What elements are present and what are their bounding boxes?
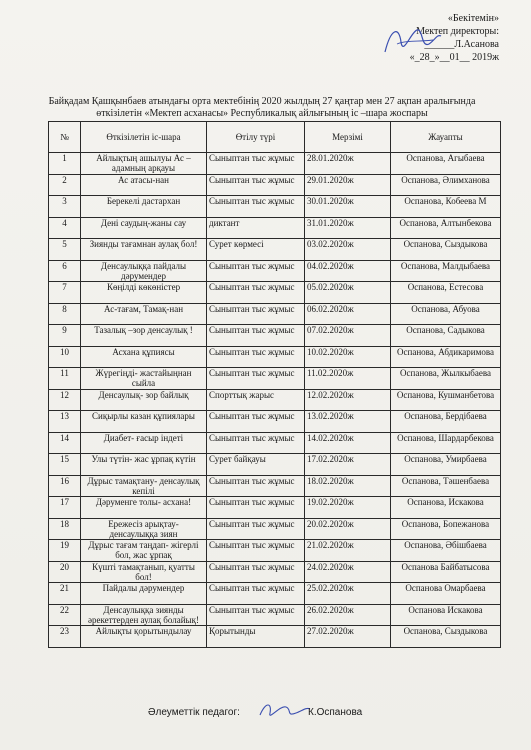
row-form: Сыныптан тыс жұмыс <box>207 368 305 390</box>
row-form: Спорттық жарыс <box>207 389 305 411</box>
row-responsible: Оспанова, Әлимханова <box>391 174 501 196</box>
row-number: 22 <box>49 604 81 626</box>
row-form: Сыныптан тыс жұмыс <box>207 303 305 325</box>
row-date: 10.02.2020ж <box>305 346 391 368</box>
document-title <box>22 96 502 120</box>
row-number: 7 <box>49 282 81 304</box>
pedagogue-signature <box>256 699 312 721</box>
approval-block <box>349 12 499 64</box>
director-signature <box>377 22 447 62</box>
row-responsible: Оспанова, Тәшенбаева <box>391 475 501 497</box>
row-responsible: Оспанова, Кушманбетова <box>391 389 501 411</box>
header-date: Мерзімі <box>305 122 391 153</box>
row-form: диктант <box>207 217 305 239</box>
row-date: 29.01.2020ж <box>305 174 391 196</box>
row-event: Дұрыс тамақтану- денсаулық кепілі <box>81 475 207 497</box>
row-date: 06.02.2020ж <box>305 303 391 325</box>
title-line-1: Байқадам Қашқынбаев атындағы орта мектебінің 2020 жылдың 27 қаңтар мен 27 ақпан аралығында <box>48 96 476 107</box>
row-event: Айлықты қорытындылау <box>81 626 207 648</box>
row-form: Сыныптан тыс жұмыс <box>207 475 305 497</box>
row-date: 19.02.2020ж <box>305 497 391 519</box>
table-row <box>49 346 501 368</box>
row-date: 12.02.2020ж <box>305 389 391 411</box>
row-event: Денсаулық- зор байлық <box>81 389 207 411</box>
row-responsible: Оспанова, Садыкова <box>391 325 501 347</box>
header-number: № <box>49 122 81 153</box>
row-responsible: Оспанова, Абуова <box>391 303 501 325</box>
table-row <box>49 475 501 497</box>
row-number: 8 <box>49 303 81 325</box>
row-date: 24.02.2020ж <box>305 561 391 583</box>
row-event: Дәруменге толы- асхана! <box>81 497 207 519</box>
approval-date: «_28_»__01__ 2019ж <box>409 52 499 63</box>
row-date: 14.02.2020ж <box>305 432 391 454</box>
table-row <box>49 325 501 347</box>
row-event: Айлықтың ашылуы Ас –адамның арқауы <box>81 153 207 175</box>
table-row <box>49 497 501 519</box>
row-responsible: Оспанова, Жылкыбаева <box>391 368 501 390</box>
row-number: 12 <box>49 389 81 411</box>
footer <box>148 707 363 718</box>
row-date: 11.02.2020ж <box>305 368 391 390</box>
row-date: 21.02.2020ж <box>305 540 391 562</box>
row-number: 18 <box>49 518 81 540</box>
row-number: 23 <box>49 626 81 648</box>
row-number: 14 <box>49 432 81 454</box>
row-responsible: Оспанова, Агыбаева <box>391 153 501 175</box>
row-number: 4 <box>49 217 81 239</box>
row-event: Жүрегіңді- жастайыңнан сыйла <box>81 368 207 390</box>
table-row <box>49 604 501 626</box>
row-number: 15 <box>49 454 81 476</box>
row-responsible: Оспанова, Бопежанова <box>391 518 501 540</box>
row-date: 03.02.2020ж <box>305 239 391 261</box>
row-form: Сыныптан тыс жұмыс <box>207 411 305 433</box>
table-row <box>49 411 501 433</box>
header-responsible: Жауапты <box>391 122 501 153</box>
row-responsible: Оспанова Омарбаева <box>391 583 501 605</box>
row-date: 28.01.2020ж <box>305 153 391 175</box>
row-form: Сыныптан тыс жұмыс <box>207 153 305 175</box>
row-number: 2 <box>49 174 81 196</box>
table-row <box>49 561 501 583</box>
row-responsible: Оспанова, Искакова <box>391 497 501 519</box>
row-event: Күшті тамақтанып, қуатты бол! <box>81 561 207 583</box>
row-responsible: Оспанова, Әбішбаева <box>391 540 501 562</box>
table-row <box>49 626 501 648</box>
header-event: Өткізілетін іс-шара <box>81 122 207 153</box>
row-form: Сыныптан тыс жұмыс <box>207 325 305 347</box>
row-form: Сыныптан тыс жұмыс <box>207 583 305 605</box>
row-date: 04.02.2020ж <box>305 260 391 282</box>
row-number: 16 <box>49 475 81 497</box>
row-form: Сурет байқауы <box>207 454 305 476</box>
table-row <box>49 432 501 454</box>
row-event: Диабет- ғасыр індеті <box>81 432 207 454</box>
table-row <box>49 239 501 261</box>
row-form: Сыныптан тыс жұмыс <box>207 604 305 626</box>
row-date: 26.02.2020ж <box>305 604 391 626</box>
row-event: Улы түтін- жас ұрпақ күтін <box>81 454 207 476</box>
row-form: Сыныптан тыс жұмыс <box>207 497 305 519</box>
row-form: Сыныптан тыс жұмыс <box>207 174 305 196</box>
table-row <box>49 518 501 540</box>
row-number: 1 <box>49 153 81 175</box>
row-number: 21 <box>49 583 81 605</box>
table-row <box>49 583 501 605</box>
row-form: Сыныптан тыс жұмыс <box>207 260 305 282</box>
row-number: 10 <box>49 346 81 368</box>
row-form: Сыныптан тыс жұмыс <box>207 196 305 218</box>
row-date: 31.01.2020ж <box>305 217 391 239</box>
row-date: 13.02.2020ж <box>305 411 391 433</box>
row-responsible: Оспанова Искакова <box>391 604 501 626</box>
approval-director: ______Л.Асанова <box>424 39 499 50</box>
row-number: 3 <box>49 196 81 218</box>
row-number: 11 <box>49 368 81 390</box>
table-row <box>49 174 501 196</box>
table-row <box>49 196 501 218</box>
row-event: Көңілді көкөністер <box>81 282 207 304</box>
row-date: 20.02.2020ж <box>305 518 391 540</box>
row-event: Денсаулыққа зиянды әрекеттерден аулақ болайық! <box>81 604 207 626</box>
row-responsible: Оспанова, Сыздыкова <box>391 626 501 648</box>
row-date: 30.01.2020ж <box>305 196 391 218</box>
row-responsible: Оспанова, Малдыбаева <box>391 260 501 282</box>
row-number: 19 <box>49 540 81 562</box>
row-form: Сыныптан тыс жұмыс <box>207 346 305 368</box>
row-event: Зиянды тағамнан аулақ бол! <box>81 239 207 261</box>
row-event: Асхана құпиясы <box>81 346 207 368</box>
row-form: Сыныптан тыс жұмыс <box>207 282 305 304</box>
row-form: Сыныптан тыс жұмыс <box>207 432 305 454</box>
table-row <box>49 153 501 175</box>
row-event: Пайдалы дәрумендер <box>81 583 207 605</box>
row-date: 07.02.2020ж <box>305 325 391 347</box>
row-form: Сурет көрмесі <box>207 239 305 261</box>
row-responsible: Оспанова, Бердібаева <box>391 411 501 433</box>
table-row <box>49 260 501 282</box>
row-date: 25.02.2020ж <box>305 583 391 605</box>
table-row <box>49 540 501 562</box>
row-number: 6 <box>49 260 81 282</box>
row-responsible: Оспанова Байбатысова <box>391 561 501 583</box>
approval-position: Мектеп директоры: <box>416 26 499 37</box>
header-form: Өтілу түрі <box>207 122 305 153</box>
approval-heading: «Бекітемін» <box>447 13 499 24</box>
row-number: 20 <box>49 561 81 583</box>
row-event: Денсаулыққа пайдалы дәрумендер <box>81 260 207 282</box>
row-number: 17 <box>49 497 81 519</box>
row-number: 5 <box>49 239 81 261</box>
table-row <box>49 368 501 390</box>
row-form: Сыныптан тыс жұмыс <box>207 561 305 583</box>
row-date: 17.02.2020ж <box>305 454 391 476</box>
table-row <box>49 389 501 411</box>
row-form: Сыныптан тыс жұмыс <box>207 540 305 562</box>
row-event: Ас-тағам, Тамақ-нан <box>81 303 207 325</box>
row-number: 13 <box>49 411 81 433</box>
table-header-row <box>49 122 501 153</box>
table-row <box>49 282 501 304</box>
row-date: 18.02.2020ж <box>305 475 391 497</box>
row-responsible: Оспанова, Шардарбекова <box>391 432 501 454</box>
row-responsible: Оспанова, Умирбаева <box>391 454 501 476</box>
row-responsible: Оспанова, Абдикаримова <box>391 346 501 368</box>
row-responsible: Оспанова, Естесова <box>391 282 501 304</box>
row-form: Қорытынды <box>207 626 305 648</box>
row-responsible: Оспанова, Алтынбекова <box>391 217 501 239</box>
table-row <box>49 303 501 325</box>
row-date: 05.02.2020ж <box>305 282 391 304</box>
row-event: Тазалық –зор денсаулық ! <box>81 325 207 347</box>
table-row <box>49 217 501 239</box>
row-number: 9 <box>49 325 81 347</box>
row-event: Ережесіз арықтау- денсаулыққа зиян <box>81 518 207 540</box>
row-responsible: Оспанова, Сыздыкова <box>391 239 501 261</box>
row-event: Дені саудың-жаны сау <box>81 217 207 239</box>
row-form: Сыныптан тыс жұмыс <box>207 518 305 540</box>
row-event: Берекелі дастархан <box>81 196 207 218</box>
footer-name: К.Оспанова <box>308 707 363 718</box>
row-date: 27.02.2020ж <box>305 626 391 648</box>
row-event: Ас атасы-нан <box>81 174 207 196</box>
row-event: Дұрыс тағам таңдап- жігерлі бол, жас ұрпақ <box>81 540 207 562</box>
table-row <box>49 454 501 476</box>
footer-label: Әлеуметтік педагог: <box>148 707 240 718</box>
title-line-2: өткізілетін «Мектеп асханасы» Республикалық айлығының іс –шара жоспары <box>96 108 428 119</box>
row-event: Сиқырлы казан құпиялары <box>81 411 207 433</box>
events-table <box>48 121 501 648</box>
row-responsible: Оспанова, Кобеева М <box>391 196 501 218</box>
